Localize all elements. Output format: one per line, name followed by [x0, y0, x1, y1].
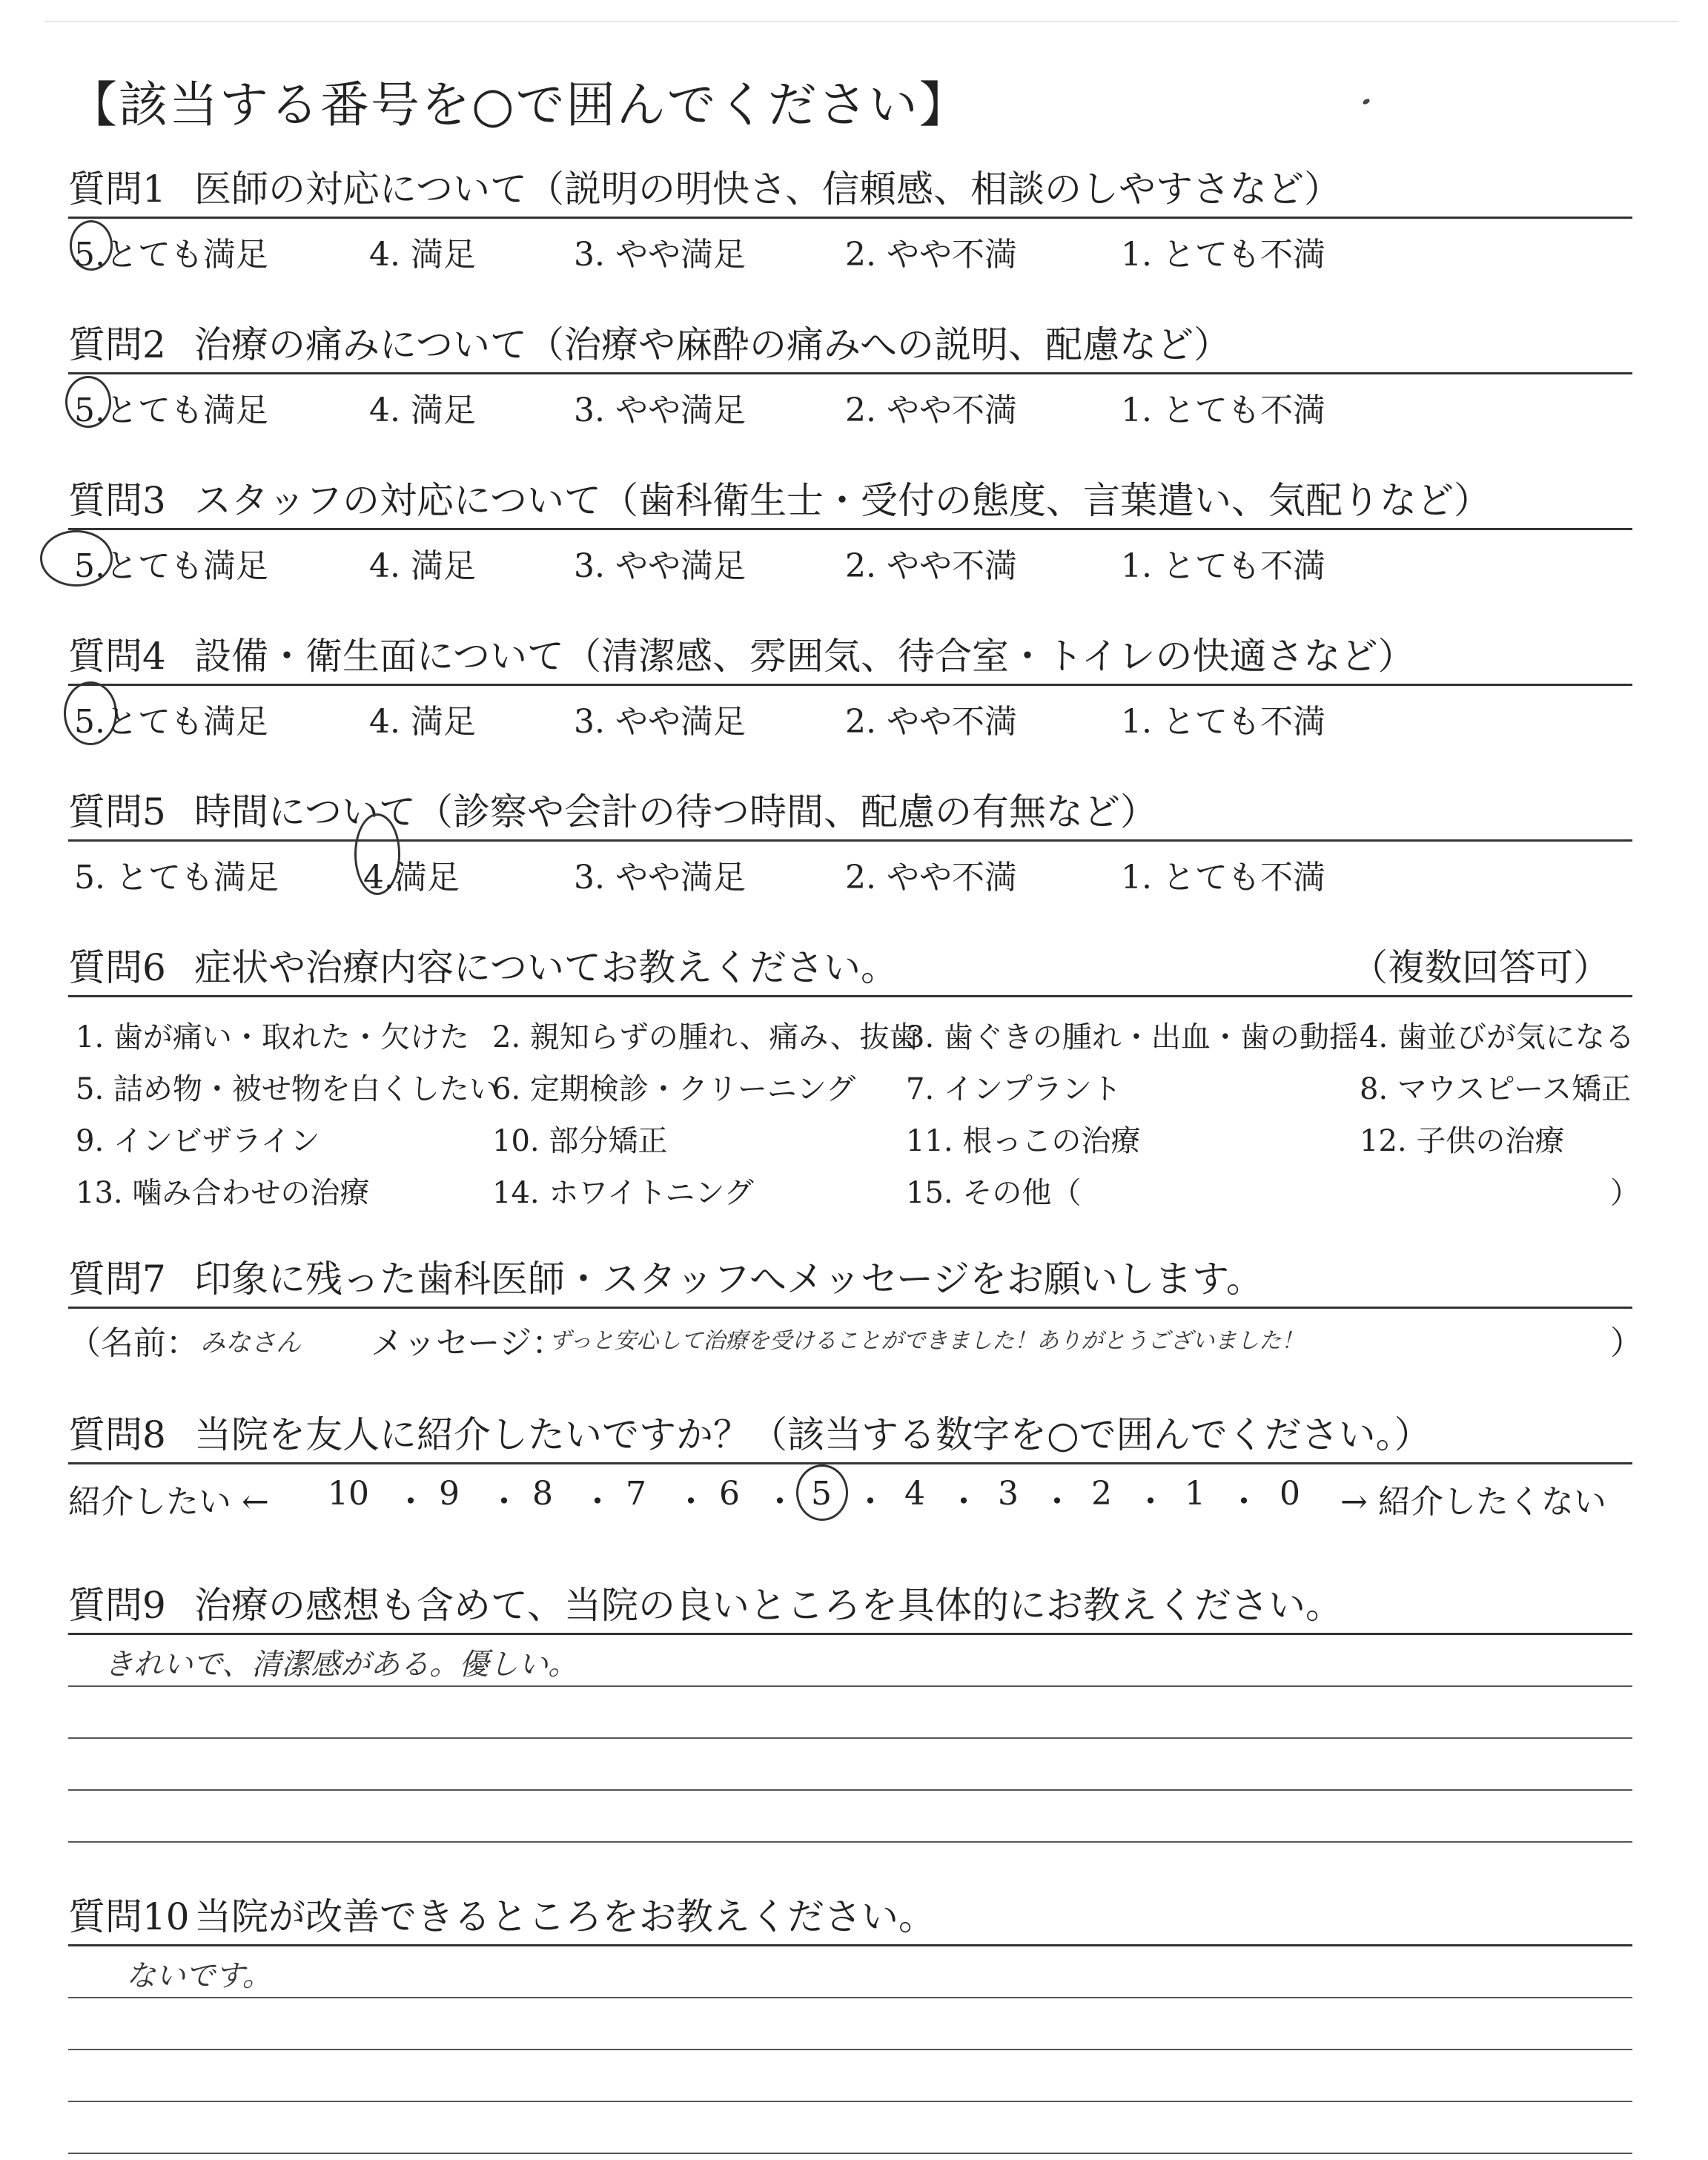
option-5[interactable]: 5.とても満足: [74, 547, 268, 585]
question-9: [68, 1579, 1632, 1843]
answer-line: [68, 1737, 1632, 1739]
page-top-edge: [44, 21, 1678, 22]
question-10: [68, 1891, 1632, 2154]
question-text: 当院を友人に紹介したいですか？（該当する数字を○で囲んでください。）: [194, 1413, 1431, 1456]
question-title: [68, 1409, 1632, 1461]
answer-line: [68, 2153, 1632, 2154]
question-text: 当院が改善できるところをお教えください。: [194, 1895, 936, 1938]
question-2: [68, 319, 1632, 428]
symptom-option[interactable]: 7. インプラント: [906, 1072, 1122, 1106]
symptom-option[interactable]: 2. 親知らずの腫れ、痛み、抜歯: [492, 1020, 919, 1054]
scale-sep: ・: [488, 1483, 520, 1521]
message-label: メッセージ：: [371, 1324, 565, 1362]
instructions-header: 【該当する番号を○で囲んでください】: [68, 76, 970, 133]
rating-options: [68, 842, 1632, 895]
scale-sep: ・: [1228, 1483, 1260, 1521]
option-4[interactable]: 4.満足: [363, 859, 460, 896]
rating-options: [68, 686, 1632, 739]
question-title: [68, 1579, 1632, 1631]
scale-left-label: 紹介したい ←: [68, 1483, 269, 1521]
option-3[interactable]: 3. やや満足: [574, 547, 746, 585]
question-number: 質問8: [68, 1413, 166, 1456]
question-text: 治療の感想も含めて、当院の良いところを具体的にお教えください。: [194, 1584, 1343, 1627]
question-text: 医師の対応について（説明の明快さ、信頼感、相談のしやすさなど）: [194, 168, 1341, 211]
option-2[interactable]: 2. やや不満: [845, 392, 1017, 429]
divider: [68, 1633, 1632, 1635]
option-1[interactable]: 1. とても不満: [1121, 703, 1325, 741]
scale-0[interactable]: 0: [1280, 1475, 1300, 1513]
option-3[interactable]: 3. やや満足: [574, 703, 746, 741]
scale-8[interactable]: 8: [532, 1475, 553, 1513]
question-number: 質問2: [68, 323, 166, 366]
option-3[interactable]: 3. やや満足: [574, 859, 746, 896]
question-number: 質問9: [68, 1584, 166, 1627]
message-close-paren: ）: [1610, 1324, 1643, 1362]
question-number: 質問3: [68, 479, 166, 522]
question-number: 質問5: [68, 790, 166, 833]
symptom-option[interactable]: 3. 歯ぐきの腫れ・出血・歯の動揺: [906, 1020, 1359, 1054]
option-1[interactable]: 1. とても不満: [1121, 392, 1325, 429]
question-title: [68, 319, 1632, 371]
rating-options: [68, 374, 1632, 428]
scale-4[interactable]: 4: [904, 1475, 925, 1513]
scale-5[interactable]: 5: [811, 1475, 832, 1513]
answer-line: [68, 2101, 1632, 2102]
option-5[interactable]: 5.とても満足: [74, 392, 268, 429]
ink-mark: [1362, 98, 1371, 105]
scale-right-label: → 紹介したくない: [1340, 1483, 1606, 1521]
question-5: [68, 786, 1632, 895]
scale-sep: ・: [854, 1483, 887, 1521]
answer-line: [68, 2049, 1632, 2050]
answer-line: [68, 1685, 1632, 1687]
symptom-option[interactable]: 11. 根っこの治療: [906, 1124, 1141, 1158]
question-number: 質問7: [68, 1258, 166, 1301]
question-text: 治療の痛みについて（治療や麻酔の痛みへの説明、配慮など）: [194, 323, 1231, 366]
rating-options: [68, 219, 1632, 272]
question-8: [68, 1409, 1632, 1524]
option-5[interactable]: 5.とても満足: [74, 236, 268, 274]
scale-sep: ・: [1041, 1483, 1073, 1521]
option-1[interactable]: 1. とても不満: [1121, 547, 1325, 585]
option-3[interactable]: 3. やや満足: [574, 392, 746, 429]
option-5[interactable]: 5.とても満足: [74, 703, 268, 741]
message-row: [68, 1309, 1643, 1362]
other-close-paren: ）: [1610, 1176, 1640, 1210]
question-title: [68, 1891, 1632, 1943]
name-answer[interactable]: みなさん: [200, 1328, 301, 1358]
name-label: （名前：: [68, 1324, 199, 1362]
question-text: 印象に残った歯科医師・スタッフへメッセージをお願いします。: [194, 1258, 1263, 1301]
question-3: [68, 475, 1632, 584]
option-2[interactable]: 2. やや不満: [845, 547, 1017, 585]
answer-line: [68, 1789, 1632, 1791]
option-4[interactable]: 4. 満足: [369, 392, 476, 429]
question-text: スタッフの対応について（歯科衛生士・受付の態度、言葉遣い、気配りなど）: [194, 479, 1491, 522]
option-4[interactable]: 4. 満足: [369, 703, 476, 741]
question-title: [68, 475, 1632, 526]
answer-text[interactable]: きれいで、清潔感がある。優しい。: [104, 1648, 578, 1682]
scale-6[interactable]: 6: [719, 1475, 740, 1513]
symptom-option[interactable]: 8. マウスピース矯正: [1360, 1072, 1632, 1106]
question-title: [68, 630, 1632, 682]
option-5[interactable]: 5. とても満足: [74, 859, 279, 896]
question-title: [68, 786, 1632, 838]
question-title: [68, 163, 1632, 215]
option-3[interactable]: 3. やや満足: [574, 236, 746, 274]
scale-sep: ・: [947, 1483, 980, 1521]
question-1: [68, 163, 1632, 272]
symptom-option-other[interactable]: 15. その他（: [906, 1176, 1082, 1210]
recommend-scale: [68, 1464, 1632, 1524]
answer-line: [68, 1841, 1632, 1843]
message-answer[interactable]: ずっと安心して治療を受けることができました！ありがとうございました！: [549, 1328, 1304, 1354]
question-number: 質問1: [68, 168, 166, 211]
scale-sep: ・: [394, 1483, 427, 1521]
symptom-options: [68, 997, 1640, 1212]
scale-sep: ・: [764, 1483, 796, 1521]
symptom-option[interactable]: 6. 定期検診・クリーニング: [492, 1072, 856, 1106]
option-2[interactable]: 2. やや不満: [845, 859, 1017, 896]
question-6: [68, 942, 1640, 1212]
scale-3[interactable]: 3: [998, 1475, 1019, 1513]
question-7: [68, 1253, 1643, 1362]
question-title: [68, 1253, 1632, 1305]
symptom-option[interactable]: 5. 詰め物・被せ物を白くしたい: [76, 1072, 499, 1106]
question-title: [68, 942, 1632, 994]
option-2[interactable]: 2. やや不満: [845, 703, 1017, 741]
symptom-option[interactable]: 14. ホワイトニング: [492, 1176, 754, 1210]
option-1[interactable]: 1. とても不満: [1121, 859, 1325, 896]
question-text: 設備・衛生面について（清潔感、雰囲気、待合室・トイレの快適さなど）: [194, 635, 1415, 678]
question-4: [68, 630, 1632, 739]
scale-sep: ・: [1134, 1483, 1167, 1521]
rating-options: [68, 530, 1632, 584]
scale-2[interactable]: 2: [1091, 1475, 1112, 1513]
question-number: 質問10: [68, 1895, 190, 1938]
scale-7[interactable]: 7: [626, 1475, 646, 1513]
scale-sep: ・: [581, 1483, 614, 1521]
symptom-option[interactable]: 4. 歯並びが気になる: [1360, 1020, 1635, 1054]
scale-sep: ・: [675, 1483, 707, 1521]
scale-10[interactable]: 10: [328, 1475, 369, 1513]
symptom-option[interactable]: 9. インビザライン: [76, 1124, 320, 1158]
symptom-option[interactable]: 13. 噛み合わせの治療: [76, 1176, 370, 1210]
divider: [68, 1944, 1632, 1946]
answer-line: [68, 1997, 1632, 1998]
scale-1[interactable]: 1: [1185, 1475, 1205, 1513]
scale-9[interactable]: 9: [439, 1475, 460, 1513]
question-text: 時間について（診察や会計の待つ時間、配慮の有無など）: [194, 790, 1157, 833]
symptom-option[interactable]: 10. 部分矯正: [492, 1124, 668, 1158]
multiple-answer-note: （複数回答可）: [1351, 946, 1610, 989]
option-4[interactable]: 4. 満足: [369, 236, 476, 274]
question-number: 質問4: [68, 635, 166, 678]
question-text: 症状や治療内容についてお教えください。: [194, 946, 898, 989]
answer-text[interactable]: ないです。: [126, 1959, 272, 1993]
symptom-option[interactable]: 1. 歯が痛い・取れた・欠けた: [76, 1020, 469, 1054]
option-1[interactable]: 1. とても不満: [1121, 236, 1325, 274]
question-number: 質問6: [68, 946, 166, 989]
option-2[interactable]: 2. やや不満: [845, 236, 1017, 274]
symptom-option[interactable]: 12. 子供の治療: [1360, 1124, 1565, 1158]
option-4[interactable]: 4. 満足: [369, 547, 476, 585]
